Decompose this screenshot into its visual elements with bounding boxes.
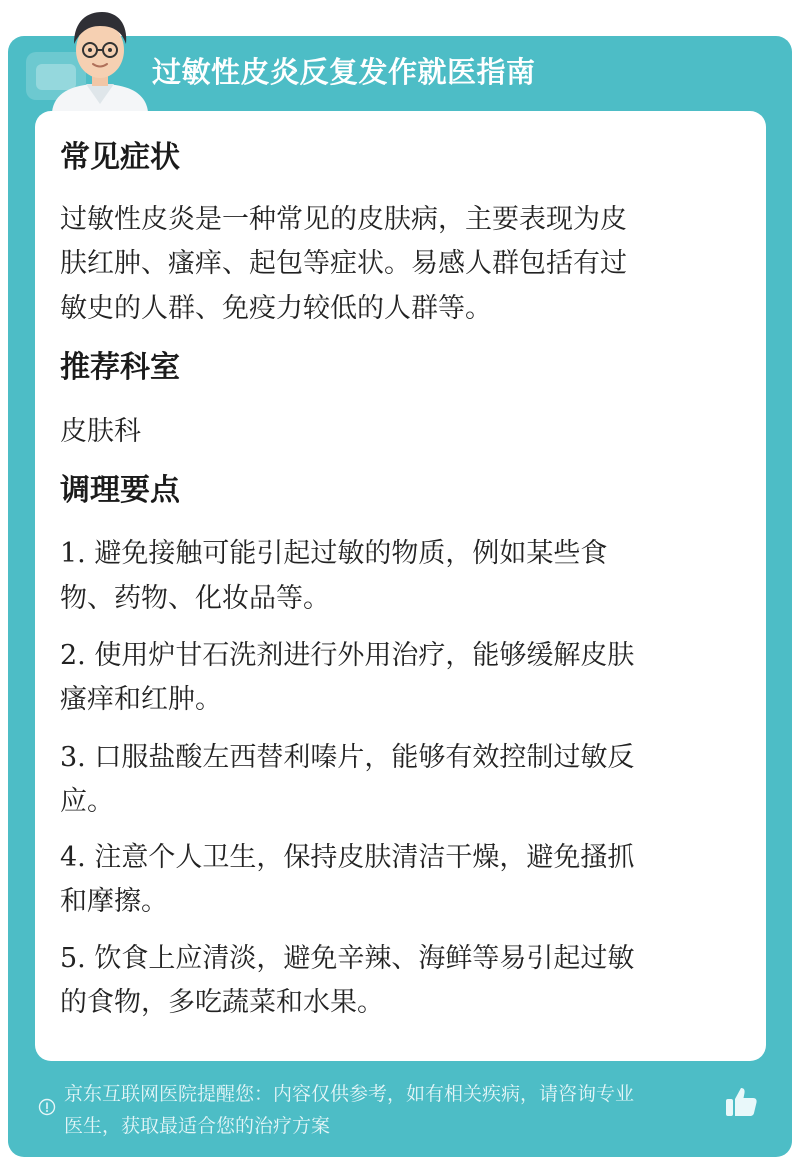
disclaimer [64,1078,732,1142]
symptoms-text-line-1: 过敏性皮炎是一种常见的皮肤病，主要表现为皮 [60,204,627,235]
care-item-3-line-1: 3. 口服盐酸左西替利嗪片，能够有效控制过敏反 [60,742,635,773]
info-icon [38,1098,56,1116]
doctor-avatar [44,4,156,112]
care-item-4-line-1: 4. 注意个人卫生，保持皮肤清洁干燥，避免搔抓 [60,842,635,873]
care-item-4-line-2: 和摩擦。 [60,886,168,917]
care-item-number: 3. [60,742,86,773]
care-heading: 调理要点 [60,473,180,508]
symptoms-text-line-3: 敏史的人群、免疫力较低的人群等。 [60,293,492,324]
care-item-5-line-1: 5. 饮食上应清淡，避免辛辣、海鲜等易引起过敏 [60,943,635,974]
disclaimer-line-1: 京东互联网医院提醒您：内容仅供参考，如有相关疾病，请咨询专业 [64,1083,635,1105]
care-item-number: 4. [60,842,86,873]
care-item-2-line-2: 瘙痒和红肿。 [60,684,222,715]
care-item-5-line-2: 的食物，多吃蔬菜和水果。 [60,987,384,1018]
disclaimer-line-2: 医生，获取最适合您的治疗方案 [64,1115,331,1137]
symptoms-heading: 常见症状 [60,140,180,175]
thumbs-up-icon[interactable] [724,1084,760,1120]
department-heading: 推荐科室 [60,350,180,385]
department-value: 皮肤科 [60,416,141,447]
symptoms-text-line-2: 肤红肿、瘙痒、起包等症状。易感人群包括有过 [60,248,627,279]
care-item-2-line-1: 2. 使用炉甘石洗剂进行外用治疗，能够缓解皮肤 [60,640,635,671]
care-item-3-line-2: 应。 [60,786,114,817]
care-item-number: 2. [60,640,86,671]
page-title: 过敏性皮炎反复发作就医指南 [152,55,536,89]
care-item-number: 5. [60,943,86,974]
care-item-1-line-2: 物、药物、化妆品等。 [60,583,330,614]
care-item-1-line-1: 1. 避免接触可能引起过敏的物质，例如某些食 [60,538,608,569]
care-item-number: 1. [60,538,86,569]
